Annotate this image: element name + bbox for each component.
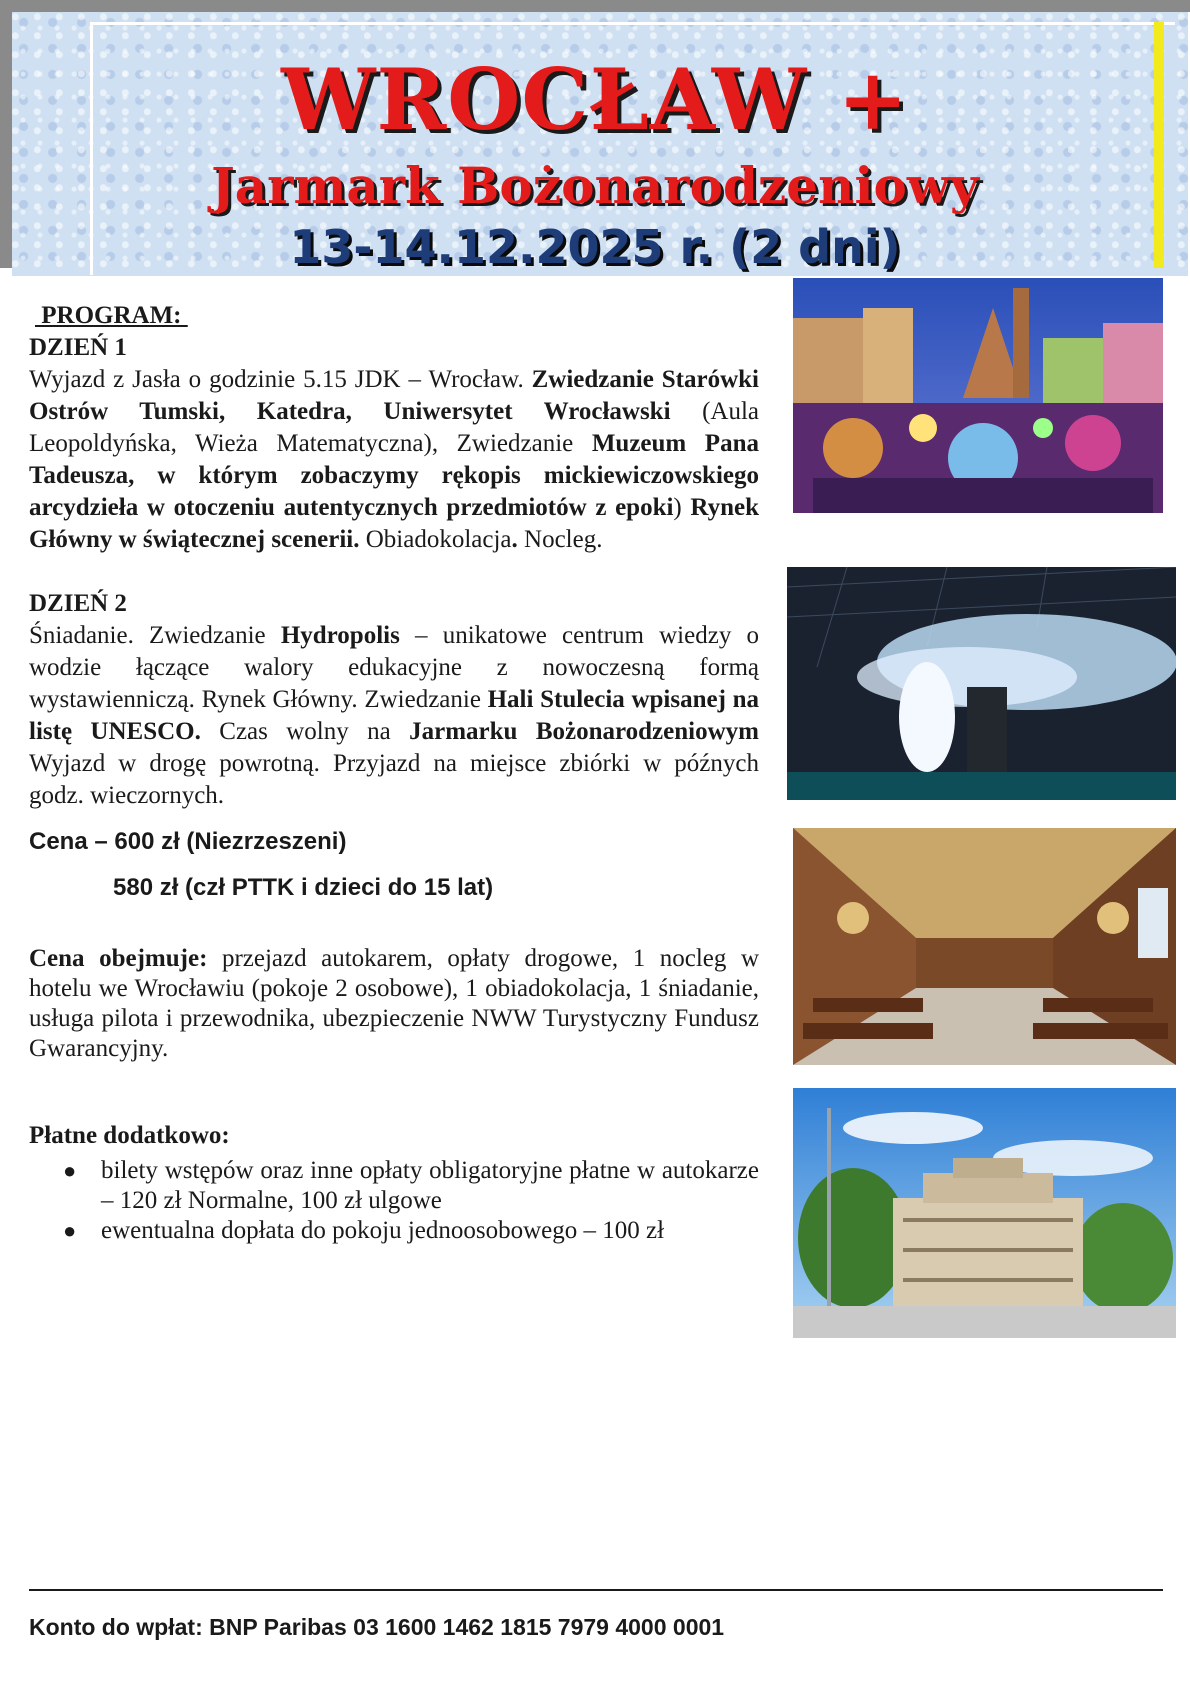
day1-description xyxy=(29,364,759,556)
bullet-icon: ● xyxy=(63,1218,77,1243)
emphasis-text: Muzeum Pana Tadeusza, w którym zobaczymy rękopis mickiewiczowskiego arcydzieła w otoczeniu autentycznych przedmiotów z epoki xyxy=(29,430,759,521)
banner-frame-top xyxy=(0,0,1190,12)
bank-account: Konto do wpłat: BNP Paribas 03 1600 1462 1815 7979 4000 0001 xyxy=(29,1614,725,1640)
body-text: Wyjazd z Jasła o godzinie 5.15 JDK – Wrocław. xyxy=(29,366,532,393)
page-subtitle: Jarmark Bożonarodzeniowy xyxy=(211,156,979,215)
emphasis-text: . xyxy=(511,526,518,553)
emphasis-text: Hali Stulecia wpisanej na listę UNESCO. xyxy=(29,686,759,745)
price-standard: Cena – 600 zł (Niezrzeszeni) xyxy=(29,828,347,855)
page-title: WROCŁAW + xyxy=(281,50,909,149)
day2-description xyxy=(29,620,759,812)
footer-divider xyxy=(29,1589,1163,1591)
program-content xyxy=(29,300,759,1246)
body-text: Wyjazd w drogę powrotną. Przyjazd na miejsce zbiórki w późnych godz. wieczornych. xyxy=(29,750,759,809)
body-text: Obiadokolacja xyxy=(359,526,512,553)
bullet-icon: ● xyxy=(63,1158,77,1183)
body-text: Nocleg. xyxy=(517,526,603,553)
list-item xyxy=(63,1156,759,1216)
hydropolis-photo xyxy=(787,567,1176,800)
program-label: PROGRAM: xyxy=(35,302,188,329)
extras-heading: Płatne dodatkowo: xyxy=(29,1122,230,1149)
emphasis-text: Zwiedzanie Starówki Ostrów Tumski, Katedra, Uniwersytet Wrocławski xyxy=(29,366,759,425)
price-discount: 580 zł (czł PTTK i dzieci do 15 lat) xyxy=(113,874,494,901)
extras-item-text: ewentualna dopłata do pokoju jednoosobowego – 100 zł xyxy=(101,1217,665,1244)
aula-leopoldina-photo xyxy=(793,828,1176,1065)
extras-item-text: bilety wstępów oraz inne opłaty obligatoryjne płatne w autokarze – 120 zł Normalne, 100 zł ulgowe xyxy=(101,1157,759,1214)
body-text: Śniadanie. Zwiedzanie xyxy=(29,622,281,649)
includes-label: Cena obejmuje: xyxy=(29,945,208,972)
list-item xyxy=(63,1216,759,1246)
body-text: ) xyxy=(673,494,691,521)
emphasis-text: Hydropolis xyxy=(280,622,400,649)
body-text: – unikatowe centrum wiedzy o wodzie łączące walory edukacyjne z nowoczesną formą wystawienniczą. Rynek Główny. Zwiedzanie xyxy=(29,622,759,713)
body-text: (Aula Leopoldyńska, Wieża Matematyczna), Zwiedzanie xyxy=(29,398,760,457)
emphasis-text: Jarmarku Bożonarodzeniowym xyxy=(409,718,759,745)
day1-heading: DZIEŃ 1 xyxy=(29,334,127,361)
body-text: Czas wolny na xyxy=(200,718,410,745)
day2-heading: DZIEŃ 2 xyxy=(29,590,127,617)
includes-text: przejazd autokarem, opłaty drogowe, 1 nocleg w hotelu we Wrocławiu (pokoje 2 osobowe), 1 obiadokolacja, 1 śniadanie, usługa pilota i przewodnika, ubezpieczenie NWW Turystyczny Fundusz Gwarancyjny. xyxy=(29,945,759,1062)
trip-dates: 13-14.12.2025 r. (2 dni) xyxy=(289,220,901,274)
extras-list xyxy=(29,1156,759,1246)
spacer xyxy=(29,556,759,588)
christmas-market-photo xyxy=(793,278,1163,513)
emphasis-text: Rynek Główny w świątecznej scenerii. xyxy=(29,494,759,553)
price-includes xyxy=(29,944,759,1064)
centennial-hall-photo xyxy=(793,1088,1176,1338)
